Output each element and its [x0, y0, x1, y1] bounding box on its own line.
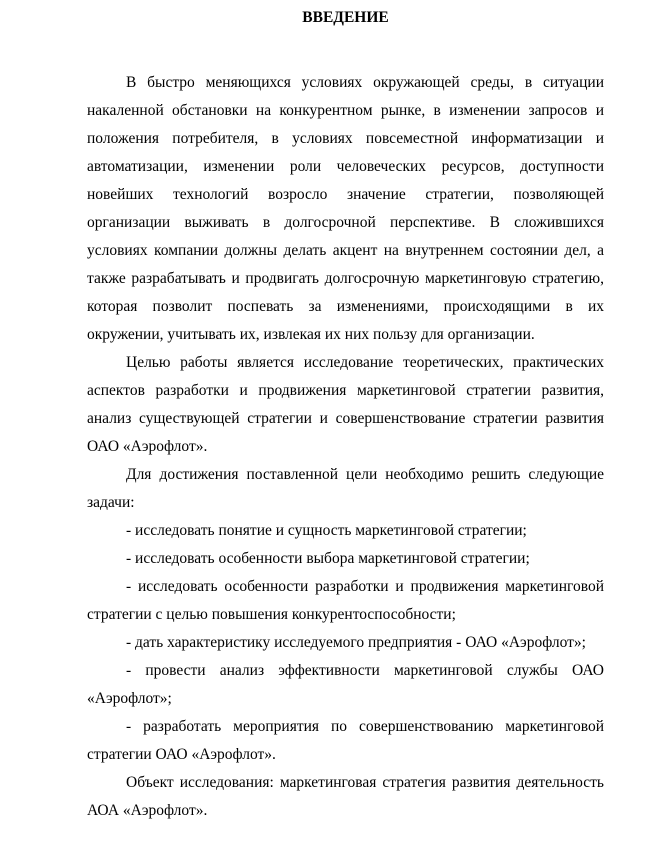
goal-paragraph: Целью работы является исследование теоретических, практических аспектов разработки и продвижения маркетинговой стратегии развития, анализ существующей стратегии и совершенствование стратегии развития ОАО «Аэрофлот».	[87, 354, 604, 455]
intro-paragraph: В быстро меняющихся условиях окружающей среды, в ситуации накаленной обстановки на конкурентном рынке, в изменении запросов и положения потребителя, в условиях повсеместной информатизации и автоматизации, изменении роли человеческих ресурсов, доступности новейших технологий возросло значение стратегии, позволяющей организации выживать в долгосрочной перспективе. В сложившихся условиях компании должны делать акцент на внутреннем состоянии дел, а также разрабатывать и продвигать долгосрочную маркетинговую стратегию, которая позволит поспевать за изменениями, происходящими в их окружении, учитывать их, извлекая их них пользу для организации.	[87, 74, 604, 343]
document-page	[87, 7, 604, 825]
task-item: - исследовать понятие и сущность маркетинговой стратегии;	[126, 522, 527, 539]
task-item: - дать характеристику исследуемого предприятия - ОАО «Аэрофлот»;	[126, 634, 586, 651]
task-item: - провести анализ эффективности маркетинговой службы ОАО «Аэрофлот»;	[87, 662, 604, 707]
tasks-intro-paragraph: Для достижения поставленной цели необходимо решить следующие задачи:	[87, 466, 604, 511]
page-title: ВВЕДЕНИЕ	[302, 9, 389, 26]
task-item: - разработать мероприятия по совершенствованию маркетинговой стратегии ОАО «Аэрофлот».	[87, 718, 604, 763]
task-item: - исследовать особенности разработки и продвижения маркетинговой стратегии с целью повышения конкурентоспособности;	[87, 578, 604, 623]
task-item: - исследовать особенности выбора маркетинговой стратегии;	[126, 550, 530, 567]
object-paragraph: Объект исследования: маркетинговая стратегия развития деятельность АОА «Аэрофлот».	[87, 774, 604, 819]
